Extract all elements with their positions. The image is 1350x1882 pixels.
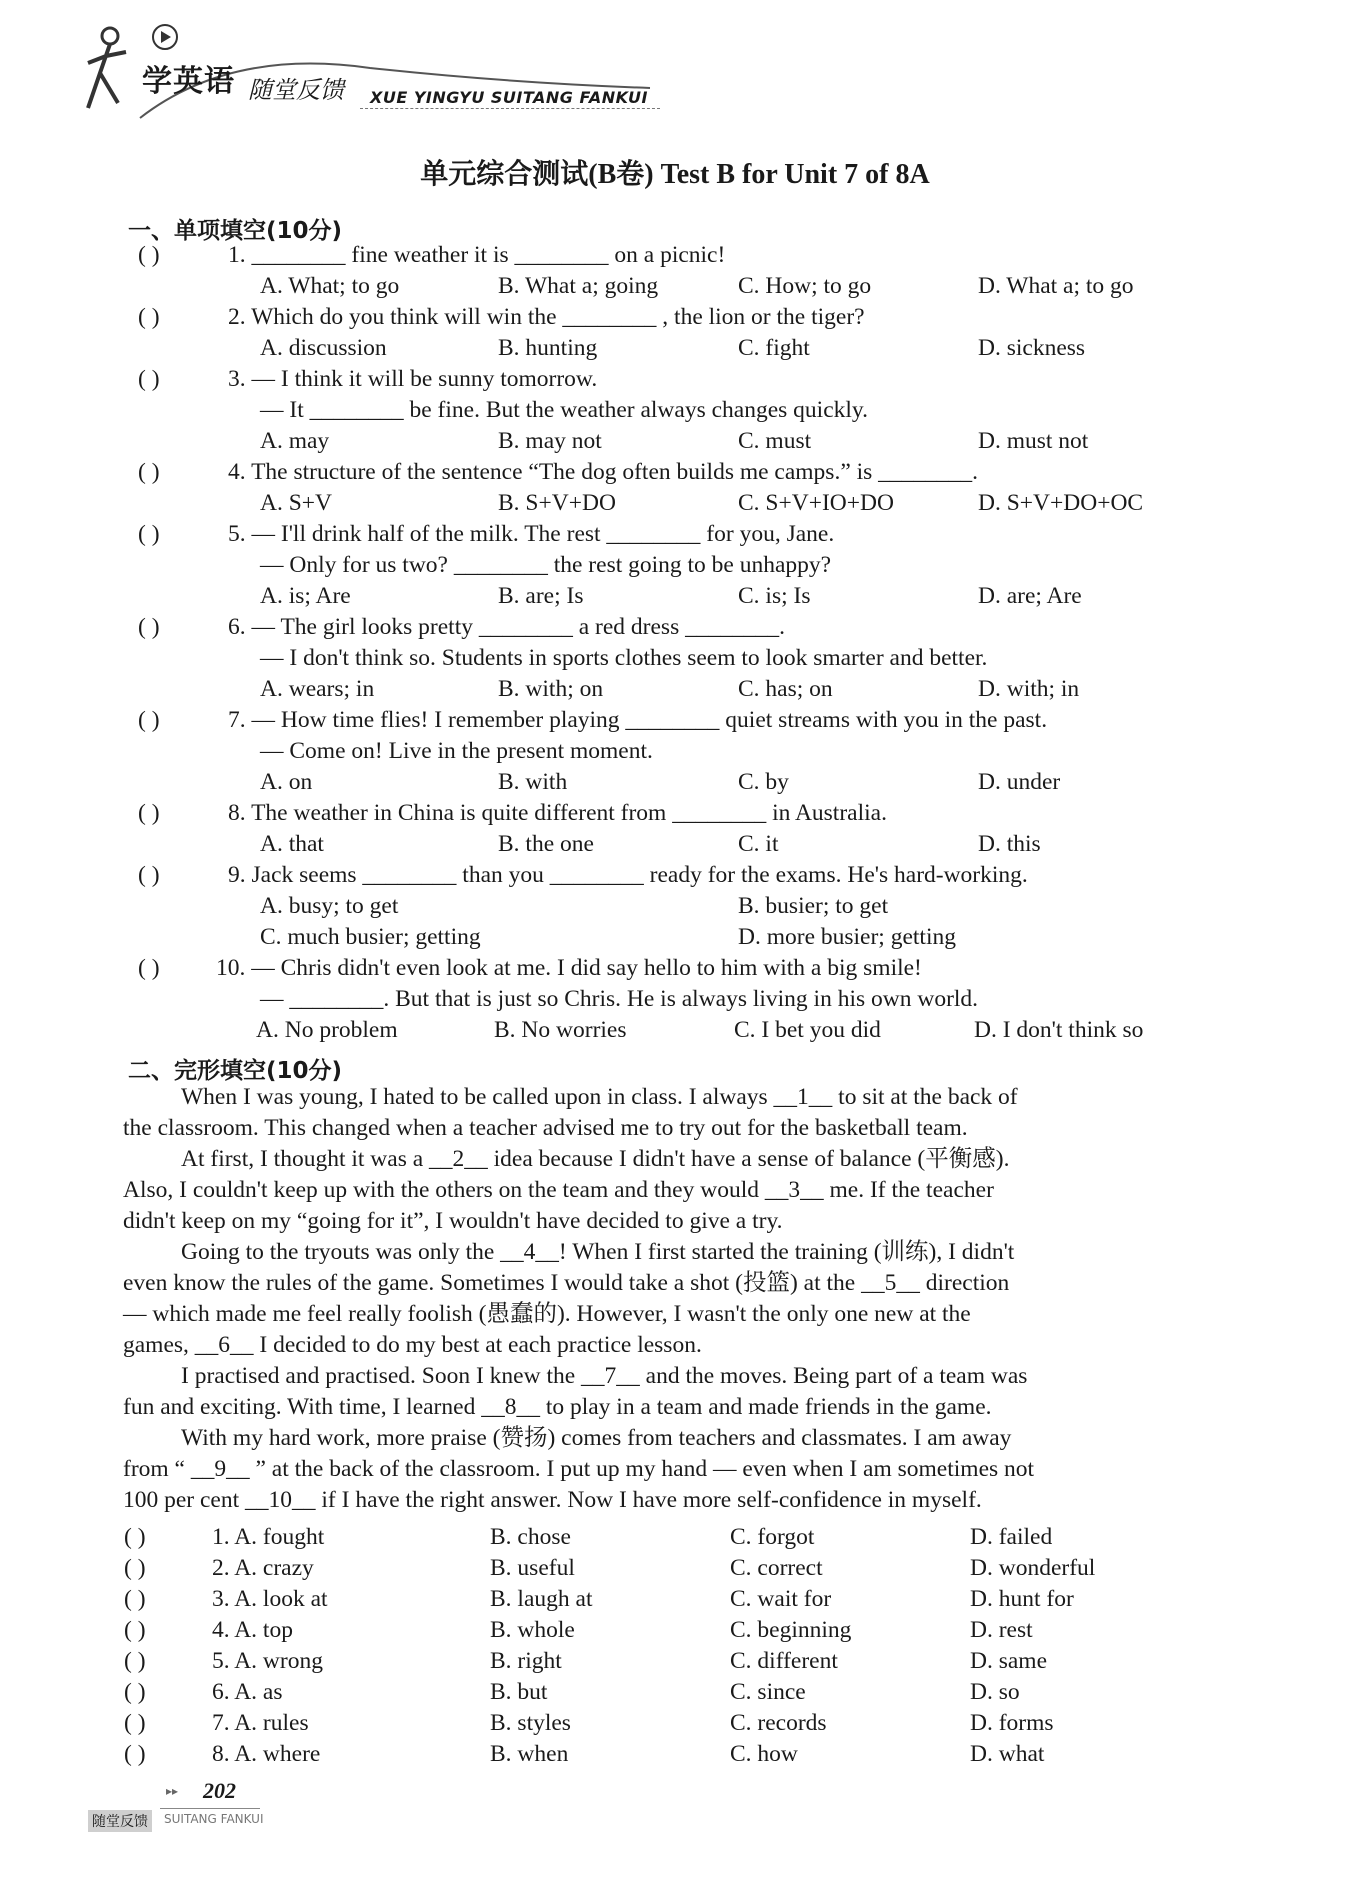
footer-arrow-icon: ▸▸ <box>166 1784 179 1798</box>
logo-cn: 学英语 <box>142 64 235 99</box>
cloze-opt-3d: D. hunt for <box>970 1586 1074 1612</box>
cloze-paren-4: ( ) <box>124 1617 146 1643</box>
option-6b: B. with; on <box>498 676 604 702</box>
cloze-paren-3: ( ) <box>124 1586 146 1612</box>
passage-line: 100 per cent __10__ if I have the right answer. Now I have more self-confidence in myself. <box>123 1487 982 1513</box>
option-7c: C. by <box>738 769 789 795</box>
question-8: 8. The weather in China is quite different from ________ in Australia. <box>228 800 887 826</box>
paren-10: ( ) <box>138 955 160 981</box>
passage-line: With my hard work, more praise (赞扬) comes from teachers and classmates. I am away <box>181 1425 1012 1451</box>
question-4: 4. The structure of the sentence “The dog often builds me camps.” is ________. <box>228 459 979 485</box>
option-6a: A. wears; in <box>260 676 375 702</box>
option-6d: D. with; in <box>978 676 1080 702</box>
paren-3: ( ) <box>138 366 160 392</box>
cloze-paren-1: ( ) <box>124 1524 146 1550</box>
cloze-opt-2b: B. useful <box>490 1555 575 1581</box>
passage-line: Also, I couldn't keep up with the others on the team and they would __3__ me. If the teacher <box>123 1177 994 1203</box>
question-6-line2: — I don't think so. Students in sports clothes seem to look smarter and better. <box>260 645 988 671</box>
cloze-paren-8: ( ) <box>124 1741 146 1767</box>
header-rule <box>360 108 660 109</box>
question-5: 5. — I'll drink half of the milk. The rest ________ for you, Jane. <box>228 521 835 547</box>
passage-line: Going to the tryouts was only the __4__! When I first started the training (训练), I didn't <box>181 1239 1015 1265</box>
header-logo <box>70 18 670 123</box>
question-10-line2: — ________. But that is just so Chris. He is always living in his own world. <box>260 986 979 1012</box>
passage-line: from “ __9__ ” at the back of the classroom. I put up my hand — even when I am sometimes not <box>123 1456 1035 1482</box>
option-6c: C. has; on <box>738 676 833 702</box>
option-4b: B. S+V+DO <box>498 490 616 516</box>
cloze-opt-5d: D. same <box>970 1648 1048 1674</box>
cloze-opt-3c: C. wait for <box>730 1586 832 1612</box>
paren-2: ( ) <box>138 304 160 330</box>
section-1-heading: 一、单项填空(10分) <box>128 218 343 244</box>
cloze-opt-6b: B. but <box>490 1679 548 1705</box>
option-9d: D. more busier; getting <box>738 924 956 950</box>
cloze-opt-8d: D. what <box>970 1741 1045 1767</box>
option-2a: A. discussion <box>260 335 387 361</box>
option-2c: C. fight <box>738 335 810 361</box>
cloze-opt-3a: 3. A. look at <box>212 1586 328 1612</box>
option-7a: A. on <box>260 769 313 795</box>
option-1d: D. What a; to go <box>978 273 1134 299</box>
option-7b: B. with <box>498 769 568 795</box>
logo-cn2: 随堂反馈 <box>248 76 344 104</box>
passage-line: — which made me feel really foolish (愚蠢的). However, I wasn't the only one new at the <box>123 1301 971 1327</box>
footer-tag-en: SUITANG FANKUI <box>164 1812 264 1826</box>
cloze-opt-4b: B. whole <box>490 1617 575 1643</box>
option-5c: C. is; Is <box>738 583 811 609</box>
question-9: 9. Jack seems ________ than you ________ ready for the exams. He's hard-working. <box>228 862 1028 888</box>
section-2-heading: 二、完形填空(10分) <box>128 1058 343 1084</box>
passage-line: fun and exciting. With time, I learned __8__ to play in a team and made friends in the game. <box>123 1394 992 1420</box>
logo-en: XUE YINGYU SUITANG FANKUI <box>370 88 648 107</box>
option-5d: D. are; Are <box>978 583 1082 609</box>
page-title: 单元综合测试(B卷) Test B for Unit 7 of 8A <box>420 159 930 190</box>
cloze-opt-5b: B. right <box>490 1648 562 1674</box>
cloze-opt-8a: 8. A. where <box>212 1741 321 1767</box>
option-2b: B. hunting <box>498 335 598 361</box>
cloze-paren-5: ( ) <box>124 1648 146 1674</box>
cloze-opt-7b: B. styles <box>490 1710 571 1736</box>
option-4c: C. S+V+IO+DO <box>738 490 894 516</box>
cloze-opt-7d: D. forms <box>970 1710 1054 1736</box>
option-1a: A. What; to go <box>260 273 400 299</box>
cloze-paren-6: ( ) <box>124 1679 146 1705</box>
passage-line: the classroom. This changed when a teacher advised me to try out for the basketball team. <box>123 1115 968 1141</box>
cloze-opt-4a: 4. A. top <box>212 1617 293 1643</box>
cloze-opt-3b: B. laugh at <box>490 1586 593 1612</box>
option-3c: C. must <box>738 428 812 454</box>
option-9b: B. busier; to get <box>738 893 889 919</box>
passage-line: even know the rules of the game. Sometimes I would take a shot (投篮) at the __5__ direction <box>123 1270 1010 1296</box>
option-9a: A. busy; to get <box>260 893 399 919</box>
option-3a: A. may <box>260 428 330 454</box>
passage-line: When I was young, I hated to be called upon in class. I always __1__ to sit at the back of <box>181 1084 1018 1110</box>
option-1c: C. How; to go <box>738 273 872 299</box>
question-3-line2: — It ________ be fine. But the weather always changes quickly. <box>260 397 869 423</box>
cloze-opt-6c: C. since <box>730 1679 806 1705</box>
passage-line: I practised and practised. Soon I knew the __7__ and the moves. Being part of a team was <box>181 1363 1028 1389</box>
question-10: 10. — Chris didn't even look at me. I did say hello to him with a big smile! <box>216 955 922 981</box>
paren-4: ( ) <box>138 459 160 485</box>
option-9c: C. much busier; getting <box>260 924 481 950</box>
passage-line: games, __6__ I decided to do my best at each practice lesson. <box>123 1332 702 1358</box>
question-7: 7. — How time flies! I remember playing ________ quiet streams with you in the past. <box>228 707 1048 733</box>
paren-6: ( ) <box>138 614 160 640</box>
cloze-opt-6d: D. so <box>970 1679 1020 1705</box>
option-3d: D. must not <box>978 428 1089 454</box>
cloze-opt-6a: 6. A. as <box>212 1679 283 1705</box>
cloze-opt-1a: 1. A. fought <box>212 1524 325 1550</box>
cloze-opt-8c: C. how <box>730 1741 798 1767</box>
option-3b: B. may not <box>498 428 602 454</box>
paren-8: ( ) <box>138 800 160 826</box>
footer-tag: 随堂反馈 <box>88 1810 152 1832</box>
footer-rule <box>160 1808 260 1809</box>
page-number: 202 <box>203 1778 236 1803</box>
cloze-opt-5c: C. different <box>730 1648 838 1674</box>
option-8d: D. this <box>978 831 1041 857</box>
question-3: 3. — I think it will be sunny tomorrow. <box>228 366 598 392</box>
option-4d: D. S+V+DO+OC <box>978 490 1144 516</box>
passage-line: At first, I thought it was a __2__ idea because I didn't have a sense of balance (平衡感). <box>181 1146 1010 1172</box>
cloze-opt-4c: C. beginning <box>730 1617 852 1643</box>
option-8b: B. the one <box>498 831 594 857</box>
option-5b: B. are; Is <box>498 583 584 609</box>
option-8c: C. it <box>738 831 779 857</box>
question-5-line2: — Only for us two? ________ the rest going to be unhappy? <box>260 552 832 578</box>
cloze-opt-5a: 5. A. wrong <box>212 1648 323 1674</box>
cloze-opt-8b: B. when <box>490 1741 569 1767</box>
option-10d: D. I don't think so <box>974 1017 1144 1043</box>
question-7-line2: — Come on! Live in the present moment. <box>260 738 653 764</box>
cloze-opt-7c: C. records <box>730 1710 827 1736</box>
paren-7: ( ) <box>138 707 160 733</box>
option-10b: B. No worries <box>494 1017 627 1043</box>
question-1: 1. ________ fine weather it is ________ on a picnic! <box>228 242 726 268</box>
option-2d: D. sickness <box>978 335 1086 361</box>
option-1b: B. What a; going <box>498 273 659 299</box>
cloze-paren-7: ( ) <box>124 1710 146 1736</box>
cloze-opt-7a: 7. A. rules <box>212 1710 309 1736</box>
paren-9: ( ) <box>138 862 160 888</box>
option-4a: A. S+V <box>260 490 333 516</box>
question-6: 6. — The girl looks pretty ________ a red dress ________. <box>228 614 785 640</box>
option-10a: A. No problem <box>256 1017 398 1043</box>
option-8a: A. that <box>260 831 324 857</box>
passage-line: didn't keep on my “going for it”, I wouldn't have decided to give a try. <box>123 1208 783 1234</box>
cloze-opt-1c: C. forgot <box>730 1524 815 1550</box>
cloze-opt-2a: 2. A. crazy <box>212 1555 314 1581</box>
cloze-opt-4d: D. rest <box>970 1617 1033 1643</box>
paren-1: ( ) <box>138 242 160 268</box>
question-2: 2. Which do you think will win the ________ , the lion or the tiger? <box>228 304 865 330</box>
cloze-passage <box>123 1082 1223 1516</box>
option-5a: A. is; Are <box>260 583 351 609</box>
cloze-opt-2d: D. wonderful <box>970 1555 1096 1581</box>
cloze-paren-2: ( ) <box>124 1555 146 1581</box>
option-10c: C. I bet you did <box>734 1017 881 1043</box>
paren-5: ( ) <box>138 521 160 547</box>
option-7d: D. under <box>978 769 1061 795</box>
cloze-opt-1d: D. failed <box>970 1524 1053 1550</box>
cloze-opt-2c: C. correct <box>730 1555 823 1581</box>
cloze-opt-1b: B. chose <box>490 1524 571 1550</box>
